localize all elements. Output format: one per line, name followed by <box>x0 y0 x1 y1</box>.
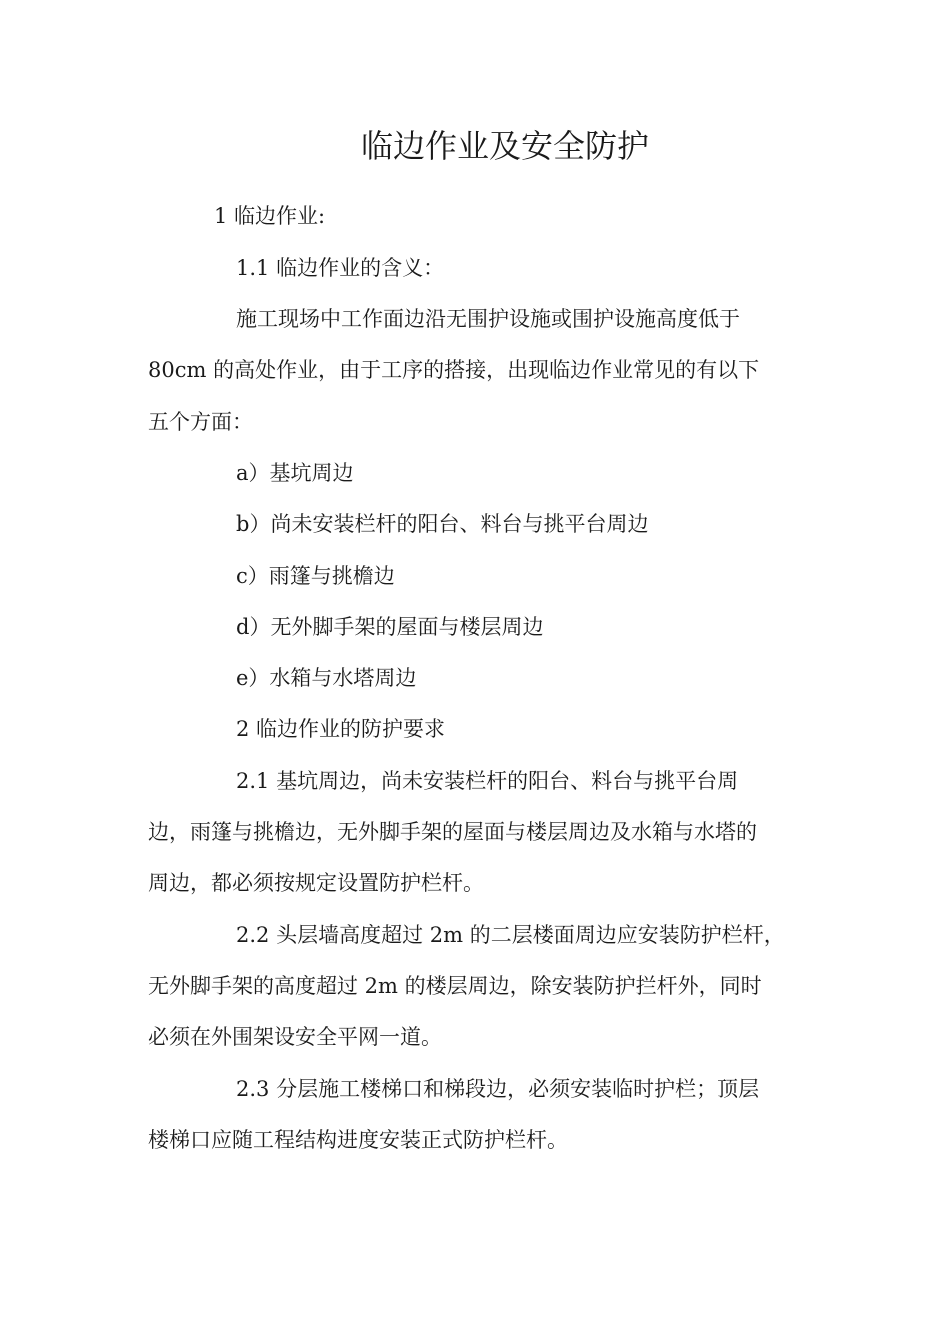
list-item: a）基坑周边 <box>236 461 354 485</box>
paragraph-line: 施工现场中工作面边沿无围护设施或围护设施高度低于 <box>236 307 740 331</box>
paragraph-line: 五个方面： <box>148 410 253 434</box>
list-item: c）雨篷与挑檐边 <box>236 564 395 588</box>
list-item: e）水箱与水塔周边 <box>236 666 417 690</box>
paragraph-line: 边，雨篷与挑檐边，无外脚手架的屋面与楼层周边及水箱与水塔的 <box>148 820 757 844</box>
section-1-heading: 1 临边作业: <box>214 204 326 228</box>
paragraph-line: 2.1 基坑周边，尚未安装栏杆的阳台、料台与挑平台周 <box>236 769 739 793</box>
list-item: b）尚未安装栏杆的阳台、料台与挑平台周边 <box>236 512 649 536</box>
paragraph-line: 楼梯口应随工程结构进度安装正式防护栏杆。 <box>148 1128 568 1152</box>
paragraph-line: 2.3 分层施工楼梯口和梯段边，必须安装临时护栏；顶层 <box>236 1077 760 1101</box>
paragraph-line: 无外脚手架的高度超过 2m 的楼层周边，除安装防护拦杆外，同时 <box>148 974 762 998</box>
section-2-heading: 2 临边作业的防护要求 <box>236 717 446 741</box>
section-1-1-heading: 1.1 临边作业的含义： <box>236 256 445 280</box>
paragraph-line: 必须在外围架设安全平网一道。 <box>148 1025 442 1049</box>
document-title: 临边作业及安全防护 <box>360 127 649 165</box>
list-item: d）无外脚手架的屋面与楼层周边 <box>236 615 544 639</box>
paragraph-line: 80cm 的高处作业，由于工序的搭接，出现临边作业常见的有以下 <box>148 358 760 382</box>
paragraph-line: 2.2 头层墙高度超过 2m 的二层楼面周边应安装防护栏杆， <box>236 923 785 947</box>
paragraph-line: 周边，都必须按规定设置防护栏杆。 <box>148 871 484 895</box>
